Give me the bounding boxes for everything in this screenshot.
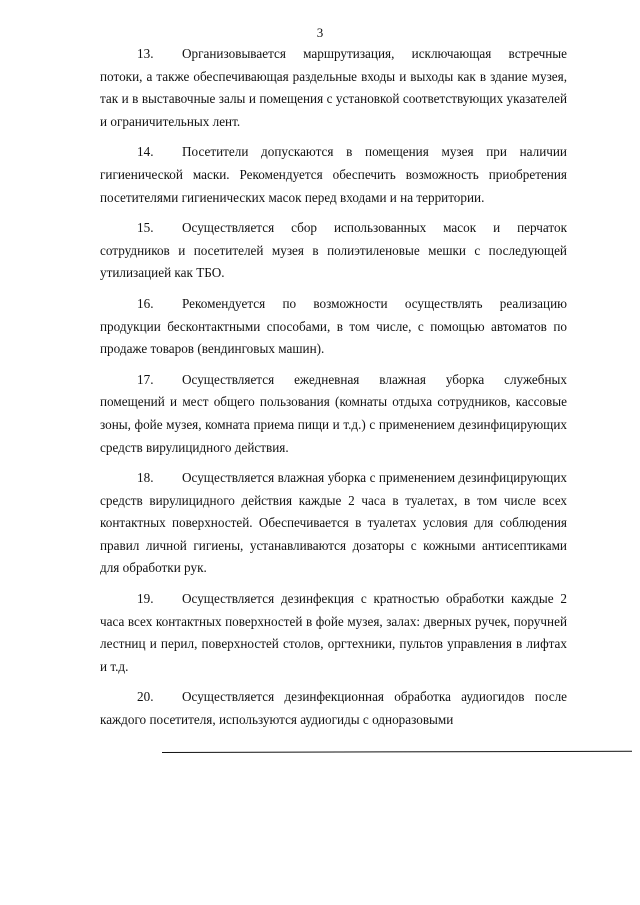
paragraph-number: 16. [137,295,154,311]
paragraph-number: 17. [137,371,154,387]
paragraph-number: 18. [137,470,154,486]
paragraph-number: 13. [137,46,154,61]
paragraph-text: Осуществляется дезинфекционная обработка аудиогидов после каждого посетителя, используются аудиогиды с одноразовыми [100,689,567,728]
page-number: 3 [316,25,324,40]
paragraph-13 [100,43,567,133]
paragraph-text: Осуществляется влажная уборка с применением дезинфицирующих средств вирулицидного действия каждые 2 часа в туалетах, в том числе всех контактных поверхностей. Обеспечивается в туалетах условия для соблюдения правил личной гигиены, устанавливаются дозаторы с кожными антисептиками для обработки рук. [100,470,567,576]
paragraph-18 [100,467,567,580]
paragraph-text: Организовывается маршрутизация, исключающая встречные потоки, а также обеспечивающая раздельные входы и выходы как в здание музея, так и в выставочные залы и помещения с установкой соответствующих указателей и ограничительных лент. [100,46,567,129]
paragraph-text: Осуществляется дезинфекция с кратностью обработки каждые 2 часа всех контактных поверхностей в фойе музея, залах: дверных ручек, поручней лестниц и перил, поверхностей столов, оргтехники, пультов управления в лифтах и т.д. [100,591,567,674]
paragraph-14 [100,141,567,209]
paragraph-text: Осуществляется сбор использованных масок и перчаток сотрудников и посетителей музея в полиэтиленовые мешки с последующей утилизацией как ТБО. [100,220,567,281]
paragraph-number: 20. [137,689,154,705]
paragraph-number: 15. [137,220,154,236]
paragraph-text: Посетители допускаются в помещения музея при наличии гигиенической маски. Рекомендуется обеспечить возможность приобретения посетителями гигиенических масок перед входами и на территории. [100,144,567,205]
paragraph-16 [100,293,567,361]
paragraph-text: Рекомендуется по возможности осуществлять реализацию продукции бесконтактными способами, в том числе, с помощью автоматов по продаже товаров (вендинговых машин). [100,295,567,357]
paragraph-20 [100,686,567,731]
footer-divider-line [162,751,632,753]
paragraph-number: 14. [137,144,154,160]
paragraph-text: Осуществляется ежедневная влажная уборка служебных помещений и мест общего пользования (комнаты отдыха сотрудников, кассовые зоны, фойе музея, комната приема пищи и т.д.) с применением дезинфицирующих средств вирулицидного действия. [100,371,567,455]
paragraph-19 [100,588,567,678]
paragraph-15 [100,217,567,285]
paragraph-17 [100,369,567,459]
paragraph-number: 19. [137,591,154,607]
body-text [100,43,567,740]
